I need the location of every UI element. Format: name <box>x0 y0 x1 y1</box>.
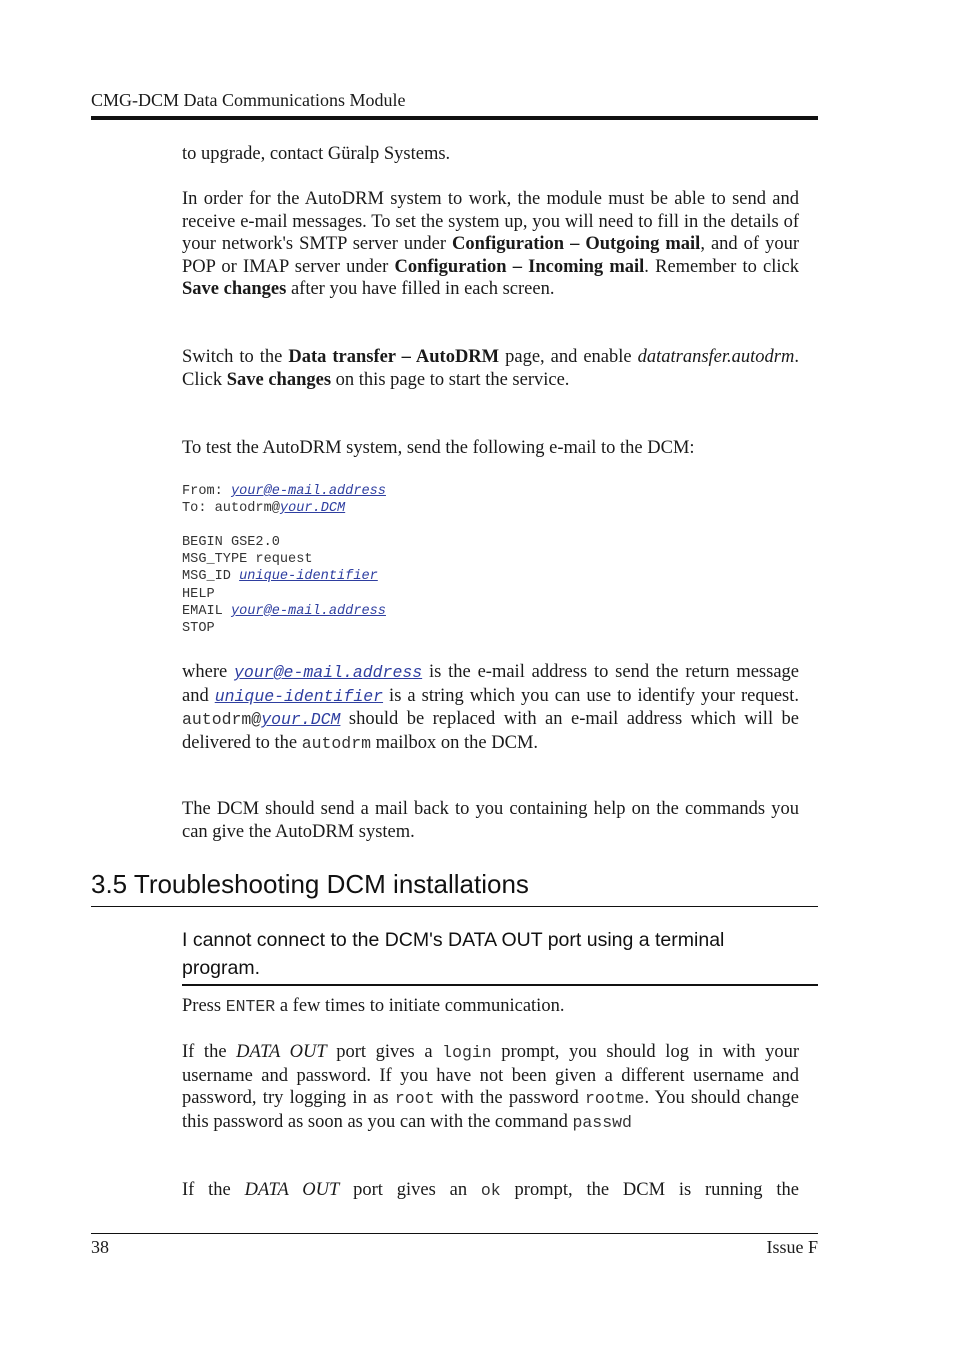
code-email-link[interactable]: your@e-mail.address <box>230 603 386 619</box>
code-dcm-link[interactable]: your.DCM <box>279 501 346 517</box>
code-email-link[interactable]: your@e-mail.address <box>230 484 386 499</box>
save-changes-reference: Save changes <box>226 369 332 390</box>
section-rule <box>91 906 818 907</box>
email-code-block <box>182 483 386 637</box>
code-line-begin: BEGIN GSE2.0 <box>182 535 280 551</box>
paragraph-autodrm-setup: In order for the AutoDRM system to work, the module must be able to send and receive e-mail messages. To set the system up, you will need to fill in the details of your network's SMTP server under Configuration – Outgoing mail, and of your POP or IMAP server under Configuration – Incoming mail. Remember to click Save changes after you have filled in each screen. <box>182 189 799 300</box>
page-number: 38 <box>91 1237 109 1257</box>
paragraph-help-reply: The DCM should send a mail back to you containing help on the commands you can give the AutoDRM system. <box>182 799 799 842</box>
code-line-stop: STOP <box>182 620 215 636</box>
paragraph-press-enter: Press ENTER a few times to initiate communication. <box>182 996 565 1016</box>
paragraph-ok-prompt: If the DATA OUT port gives an ok prompt, the DCM is running the <box>182 1180 799 1200</box>
menu-path-outgoing-mail: Configuration – Outgoing mail <box>452 234 701 255</box>
code-line-msg-type: MSG_TYPE request <box>182 552 313 568</box>
email-address-link[interactable]: your@e-mail.address <box>234 663 423 682</box>
subsection-heading: I cannot connect to the DCM's DATA OUT port using a terminal program. <box>182 929 725 979</box>
section-heading: 3.5 Troubleshooting DCM installations <box>91 869 529 899</box>
code-identifier-link[interactable]: unique-identifier <box>239 569 378 585</box>
running-header: CMG-DCM Data Communications Module <box>91 90 406 110</box>
paragraph-upgrade: to upgrade, contact Güralp Systems. <box>182 144 451 164</box>
save-changes-reference: Save changes <box>182 279 287 300</box>
setting-name: datatransfer.autodrm <box>637 347 795 367</box>
unique-identifier-link[interactable]: unique-identifier <box>214 686 384 706</box>
menu-path-autodrm: Data transfer – AutoDRM <box>288 347 500 367</box>
paragraph-login-prompt: If the DATA OUT port gives a login prompt, you should log in with your username and password. If you have not been given a different username and password, try logging in as root with the password rootme. You should change this password as soon as you can with the command passwd <box>182 1042 800 1132</box>
header-rule <box>91 116 818 120</box>
code-line-from: From: your@e-mail.address <box>182 484 386 499</box>
footer-rule <box>91 1233 818 1234</box>
issue-label: Issue F <box>766 1237 818 1257</box>
subsection-rule <box>182 984 818 986</box>
code-line-help: HELP <box>182 586 215 602</box>
code-line-to: To: autodrm@your.DCM <box>182 501 346 517</box>
menu-path-incoming-mail: Configuration – Incoming mail <box>394 256 645 277</box>
code-line-msg-id: MSG_ID unique-identifier <box>182 569 378 585</box>
dcm-address-link[interactable]: your.DCM <box>261 710 341 730</box>
code-line-email: EMAIL your@e-mail.address <box>182 603 386 619</box>
paragraph-explanation: where your@e-mail.address is the e-mail address to send the return message and unique-identifier is a string which you can use to identify your request. autodrm@your.DCM should be replaced with an e-mail address which will be delivered to the autodrm mailbox on the DCM. <box>182 662 800 753</box>
paragraph-enable-autodrm: Switch to the Data transfer – AutoDRM page, and enable datatransfer.autodrm. Click Save changes on this page to start the service. <box>182 347 799 390</box>
paragraph-test-intro: To test the AutoDRM system, send the following e-mail to the DCM: <box>182 438 695 458</box>
